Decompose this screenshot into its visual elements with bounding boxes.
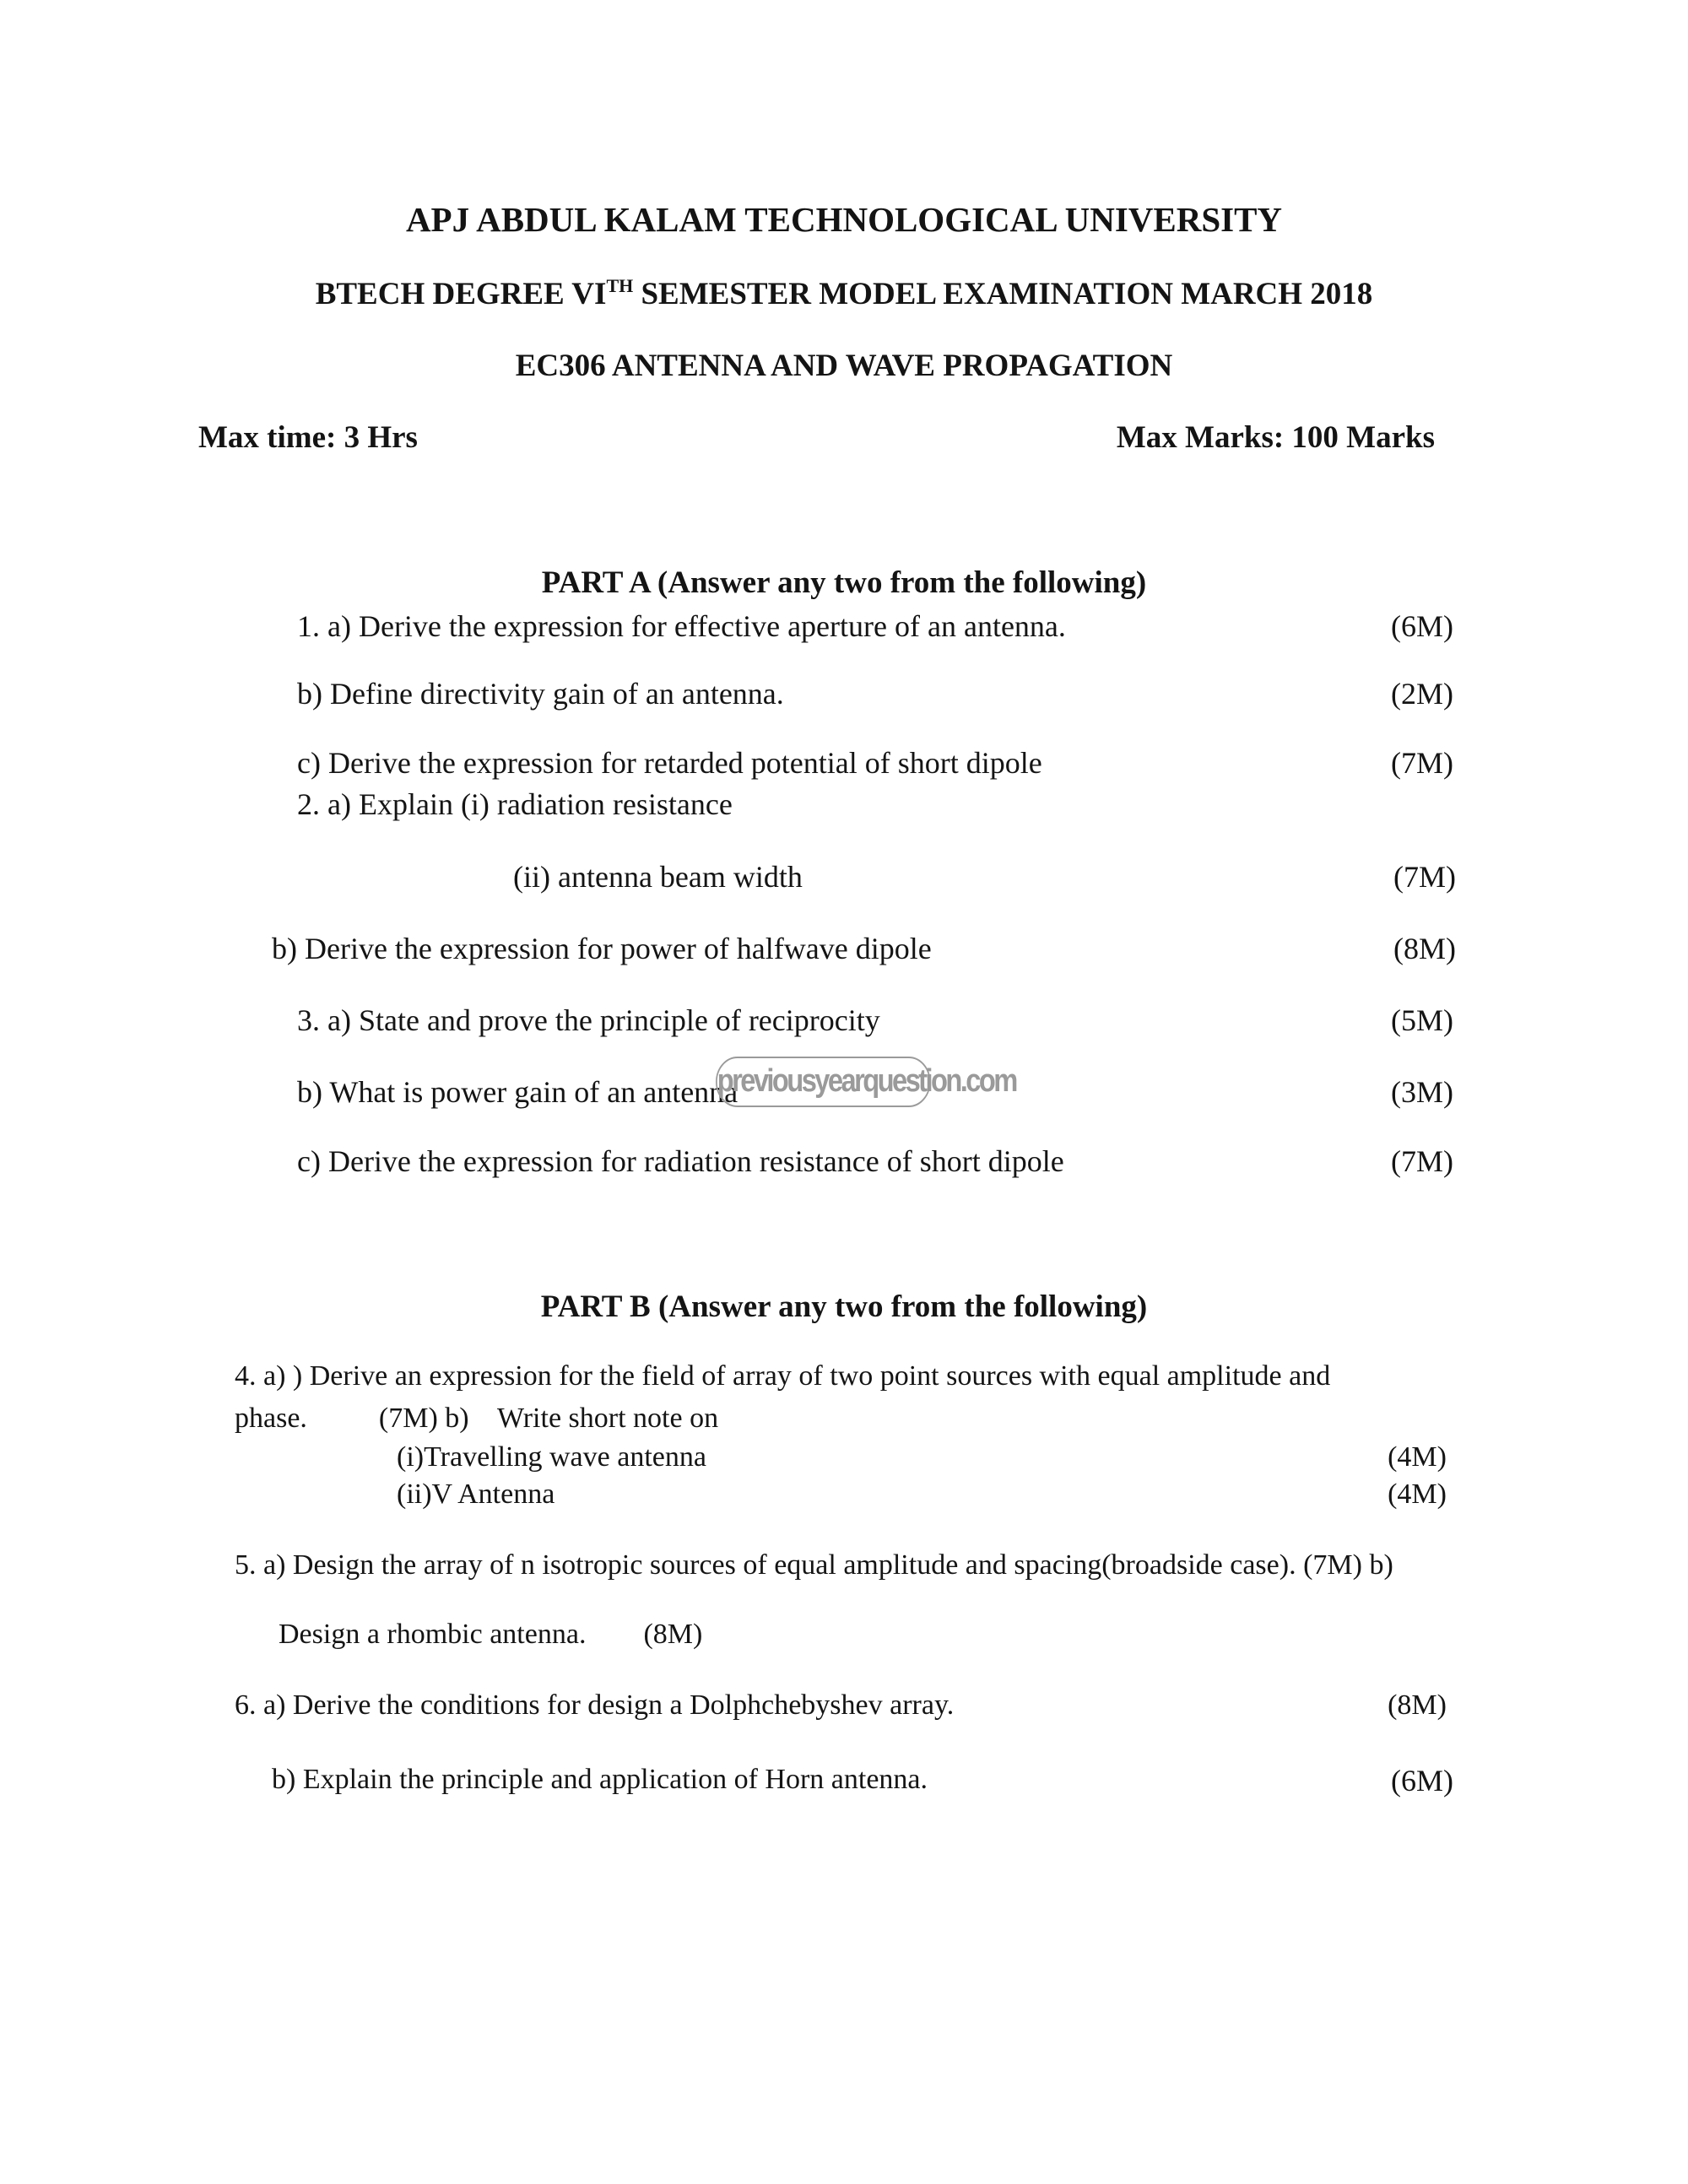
question-5a: 5. a) Design the array of n isotropic sources of equal amplitude and spacing(broadside case). (7M) b) bbox=[235, 1549, 1393, 1581]
exam-title-pre: BTECH DEGREE VI bbox=[315, 277, 607, 311]
question-1b: b) Define directivity gain of an antenna. bbox=[297, 677, 784, 711]
question-2a-marks: (7M) bbox=[1393, 860, 1456, 894]
question-3a: 3. a) State and prove the principle of reciprocity bbox=[297, 1003, 880, 1037]
question-6a-marks: (8M) bbox=[1388, 1689, 1447, 1721]
course-title: EC306 ANTENNA AND WAVE PROPAGATION bbox=[515, 349, 1173, 383]
part-b-heading: PART B (Answer any two from the following) bbox=[540, 1289, 1148, 1324]
question-2a-ii: (ii) antenna beam width bbox=[513, 860, 803, 894]
question-6b: b) Explain the principle and application of Horn antenna. bbox=[272, 1764, 928, 1795]
exam-title-sup: TH bbox=[606, 275, 634, 296]
question-4b-ii: (ii)V Antenna bbox=[397, 1479, 555, 1510]
question-4-continued: phase. (7M) b) Write short note on bbox=[235, 1403, 719, 1434]
question-3c: c) Derive the expression for radiation resistance of short dipole bbox=[297, 1144, 1064, 1178]
watermark-logo: previousyearquestion.com bbox=[716, 1057, 931, 1107]
university-title: APJ ABDUL KALAM TECHNOLOGICAL UNIVERSITY bbox=[405, 200, 1283, 239]
question-1c-marks: (7M) bbox=[1391, 746, 1453, 780]
exam-title bbox=[0, 275, 1688, 311]
max-time: Max time: 3 Hrs bbox=[198, 420, 418, 455]
question-1c: c) Derive the expression for retarded potential of short dipole bbox=[297, 746, 1042, 780]
question-1b-marks: (2M) bbox=[1391, 677, 1453, 711]
question-2b: b) Derive the expression for power of halfwave dipole bbox=[272, 932, 932, 965]
question-4b-i: (i)Travelling wave antenna bbox=[397, 1441, 706, 1473]
question-4b-i-marks: (4M) bbox=[1388, 1441, 1447, 1473]
question-1a-marks: (6M) bbox=[1391, 609, 1453, 643]
question-3b-marks: (3M) bbox=[1391, 1075, 1453, 1109]
question-4a: 4. a) ) Derive an expression for the field of array of two point sources with equal amplitude and bbox=[235, 1360, 1331, 1392]
question-3c-marks: (7M) bbox=[1391, 1144, 1453, 1178]
question-1a: 1. a) Derive the expression for effective aperture of an antenna. bbox=[297, 609, 1066, 643]
question-6a: 6. a) Derive the conditions for design a Dolphchebyshev array. bbox=[235, 1689, 955, 1721]
question-6b-marks: (6M) bbox=[1391, 1764, 1453, 1797]
question-4b-ii-marks: (4M) bbox=[1388, 1479, 1447, 1510]
exam-title-post: SEMESTER MODEL EXAMINATION MARCH 2018 bbox=[633, 277, 1373, 311]
question-2a: 2. a) Explain (i) radiation resistance bbox=[297, 787, 733, 821]
part-a-heading: PART A (Answer any two from the following) bbox=[541, 565, 1147, 600]
question-3b: b) What is power gain of an antenna bbox=[297, 1075, 738, 1109]
question-2b-marks: (8M) bbox=[1393, 932, 1456, 965]
max-marks: Max Marks: 100 Marks bbox=[1116, 420, 1435, 455]
question-5b: Design a rhombic antenna. (8M) bbox=[279, 1619, 703, 1650]
question-3a-marks: (5M) bbox=[1391, 1003, 1453, 1037]
